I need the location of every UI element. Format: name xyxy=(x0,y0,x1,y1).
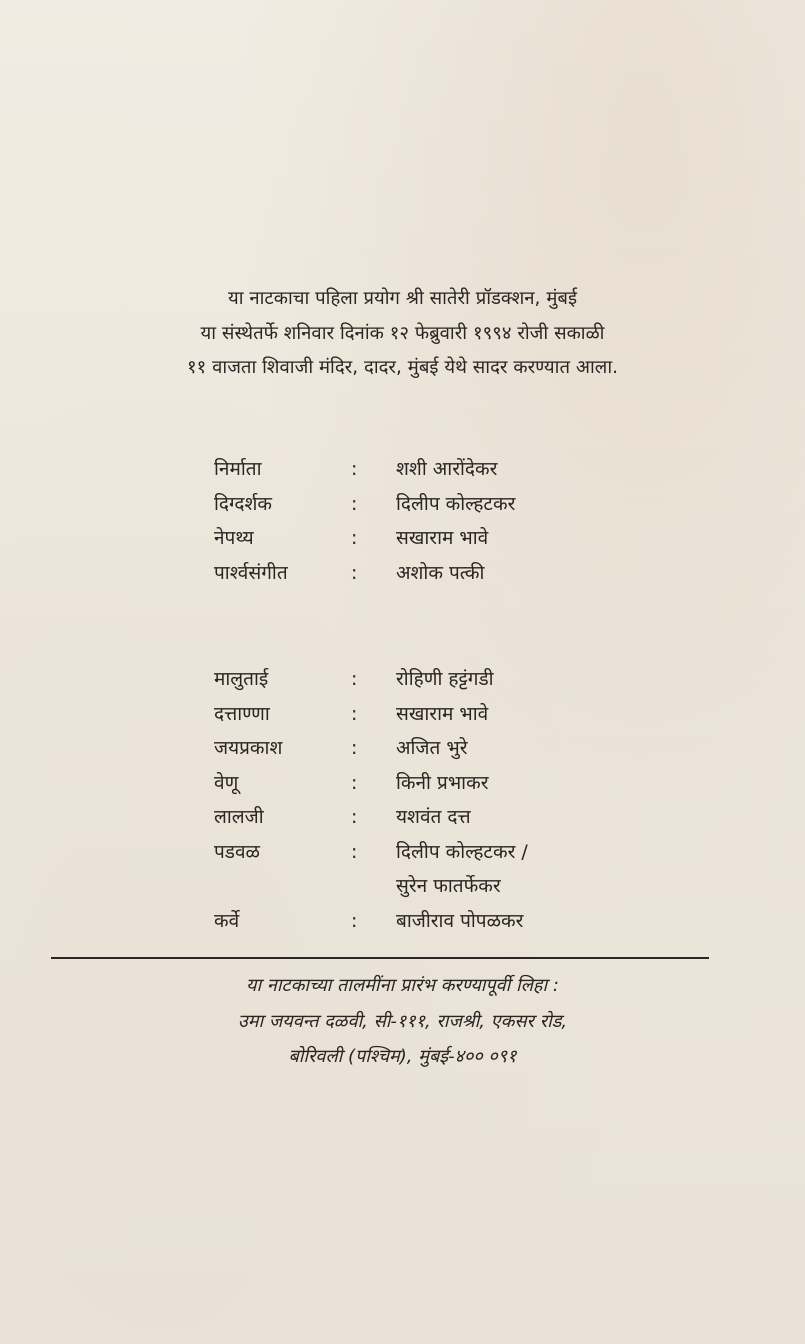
credit-name: अशोक पत्की xyxy=(396,561,485,584)
cast-row xyxy=(0,697,805,732)
intro-line-1: या नाटकाचा पहिला प्रयोग श्री सातेरी प्रॉडक्शन, मुंबई xyxy=(227,288,578,309)
credit-row xyxy=(0,452,805,487)
separator: : xyxy=(351,771,358,794)
cast-row xyxy=(0,766,805,801)
separator: : xyxy=(351,702,358,725)
character-name: जयप्रकाश xyxy=(214,737,283,759)
actor-name-alternate: सुरेन फातर्फेकर xyxy=(396,875,501,897)
credit-name: सखाराम भावे xyxy=(396,527,489,549)
cast-row xyxy=(0,904,805,939)
separator: : xyxy=(351,806,358,828)
character-name: दत्ताण्णा xyxy=(214,702,270,725)
intro-line-3: ११ वाजता शिवाजी मंदिर, दादर, मुंबई येथे सादर करण्यात आला. xyxy=(187,357,618,378)
cast-row-continuation xyxy=(0,869,805,904)
actor-name: यशवंत दत्त xyxy=(396,806,471,828)
intro-line-2: या संस्थेतर्फे शनिवार दिनांक १२ फेब्रुवारी १९९४ रोजी सकाळी xyxy=(200,322,605,344)
separator: : xyxy=(351,458,358,480)
actor-name: बाजीराव पोपळकर xyxy=(396,909,524,932)
separator: : xyxy=(351,840,358,863)
credit-role: नेपथ्य xyxy=(214,527,254,549)
actor-name: अजित भुरे xyxy=(396,737,468,759)
credit-role: दिग्दर्शक xyxy=(214,492,272,515)
credit-name: शशी आरोंदेकर xyxy=(396,458,498,480)
separator: : xyxy=(351,492,358,515)
first-performance-note xyxy=(0,282,805,386)
character-name: पडवळ xyxy=(214,840,260,863)
production-credits xyxy=(0,452,805,590)
character-name: वेणू xyxy=(214,771,239,794)
separator: : xyxy=(351,737,358,759)
actor-name: सखाराम भावे xyxy=(396,702,489,725)
separator: : xyxy=(351,527,358,549)
credit-row xyxy=(0,556,805,591)
credit-name: दिलीप कोल्हटकर xyxy=(396,492,516,515)
contact-note xyxy=(0,968,805,1075)
cast-list xyxy=(0,662,805,938)
contact-line-2: उमा जयवन्त दळवी, सी-१११, राजश्री, एकसर रोड, xyxy=(237,1010,568,1032)
actor-name: दिलीप कोल्हटकर / xyxy=(396,840,528,863)
character-name: लालजी xyxy=(214,806,264,828)
cast-row xyxy=(0,800,805,835)
character-name: कर्वे xyxy=(214,909,240,932)
credit-role: पार्श्वसंगीत xyxy=(214,561,288,584)
credit-row xyxy=(0,487,805,522)
actor-name: रोहिणी हट्टंगडी xyxy=(396,668,494,690)
credit-role: निर्माता xyxy=(214,458,262,480)
separator: : xyxy=(351,668,358,690)
contact-line-3: बोरिवली (पश्चिम), मुंबई-४०० ०९१ xyxy=(288,1046,517,1067)
actor-name: किनी प्रभाकर xyxy=(396,771,489,794)
contact-line-1: या नाटकाच्या तालमींना प्रारंभ करण्यापूर्वी लिहा : xyxy=(246,975,559,996)
horizontal-divider xyxy=(51,957,709,959)
cast-row xyxy=(0,835,805,870)
cast-row xyxy=(0,731,805,766)
separator: : xyxy=(351,909,358,932)
cast-row xyxy=(0,662,805,697)
credit-row xyxy=(0,521,805,556)
separator: : xyxy=(351,561,358,584)
character-name: मालुताई xyxy=(214,668,269,690)
